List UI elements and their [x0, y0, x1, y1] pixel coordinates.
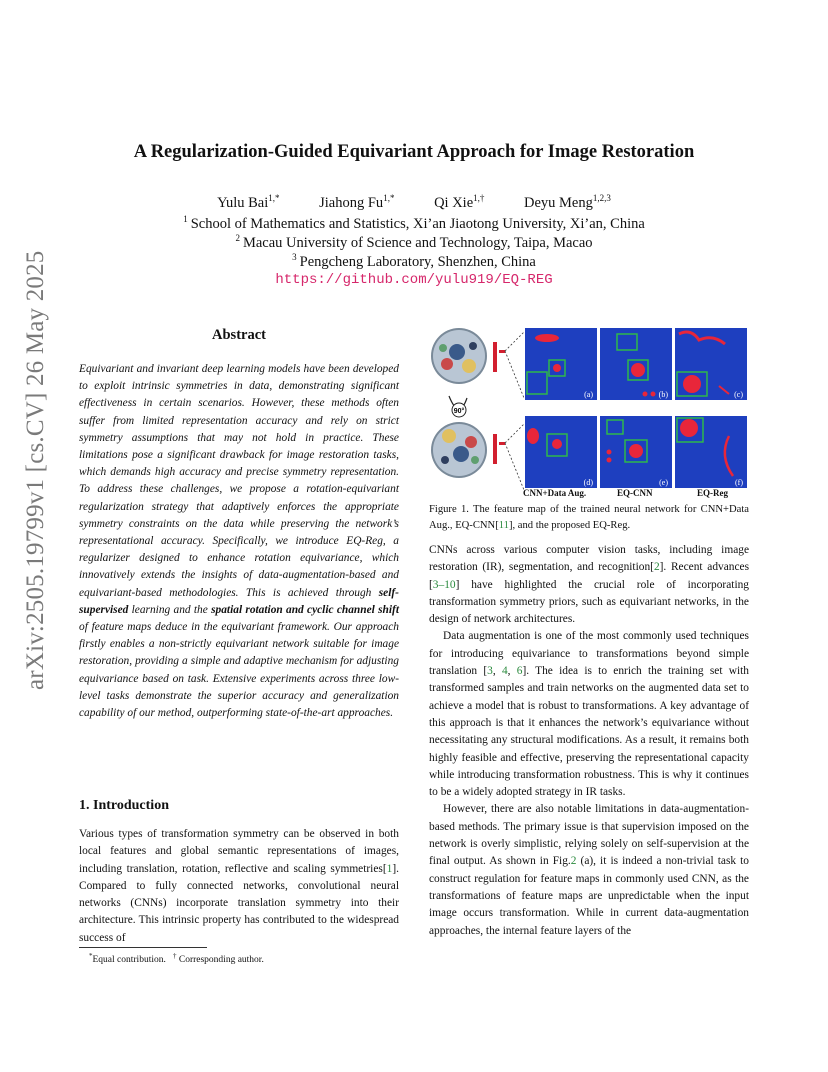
author-list: [0, 193, 828, 212]
input-image-top: [431, 328, 487, 384]
feature-map-a: [525, 328, 597, 400]
svg-text:(f): (f): [735, 478, 743, 487]
author: Jiahong $Fu^{1,*}$: [319, 193, 395, 211]
citation-link[interactable]: 11: [498, 519, 509, 531]
svg-text:(d): (d): [583, 478, 593, 487]
citation-link[interactable]: 6: [516, 665, 523, 678]
svg-text:(a): (a): [584, 390, 593, 399]
figure-caption: Figure 1. The feature map of the trained neural network for CNN+Data Aug., EQ-CNN[11], and the proposed EQ-Reg.: [429, 504, 749, 531]
code-link[interactable]: https://github.com/yulu919/EQ-REG: [275, 272, 553, 288]
input-image-bottom: [431, 422, 487, 478]
feature-map-e: [600, 416, 672, 488]
bold-phrase: spatial rotation and cyclic channel shift: [211, 603, 399, 616]
paper-title: A Regularization-Guided Equivariant Approach for Image Restoration: [133, 142, 695, 162]
feature-map-c: [675, 328, 747, 400]
affiliation: $^2$ Macau University of Science and Technology, Taipa, Macao: [235, 233, 593, 251]
rotation-arrow-icon: [449, 396, 467, 417]
section-heading-introduction: 1. Introduction: [79, 798, 169, 813]
intro-paragraph: Various types of transformation symmetry can be observed in both local features and global semantic representations of images, including translation, rotation, reflective and scaling symmetries[1]. Compared to fully connected networks, convolutional neural networks (CNNs) incorporate translation symmetry into their architecture. This intrinsic property has contributed to the widespread success of: [79, 828, 399, 944]
paragraph: However, there are also notable limitations in data-augmentation-based methods. The primary issue is that supervision imposed on the network is overly simplistic, relying solely on self-supervision at the final output. As shown in Fig.2 (a), it is indeed a non-trivial task to construct regulation for feature maps in commonly used CNN, as the transformations of feature maps are unpredictable when the input image occurs transformation. While in current data-augmentation approaches, the internal feature layers of the: [429, 803, 749, 937]
paragraph: CNNs across various computer vision tasks, including image restoration (IR), segmentation, and recognition[2]. Recent advances [3–10] have highlighted the crucial role of incorporating transformation symmetry priors, such as equivariant networks, in the design of network architectures.: [429, 544, 749, 626]
figure-1-feature-maps: [429, 326, 751, 498]
column-label: EQ-Reg: [697, 488, 728, 498]
column-label: EQ-CNN: [617, 488, 653, 498]
feature-map-b: [600, 328, 672, 400]
footnote: *Equal contribution. † Corresponding author.: [89, 952, 264, 966]
citation-link[interactable]: 2: [570, 855, 577, 868]
svg-text:(b): (b): [658, 390, 668, 399]
svg-text:(e): (e): [659, 478, 668, 487]
rotation-label: 90°: [453, 408, 465, 415]
network-block-icon: [493, 332, 524, 490]
author: Yulu Bai$^{1,*}$: [217, 193, 280, 211]
citation-link[interactable]: 3: [487, 665, 493, 678]
citation-link[interactable]: 3–10: [432, 578, 456, 591]
affiliation: $^3$ Pengcheng Laboratory, Shenzhen, China: [292, 252, 536, 270]
feature-map-d: [525, 416, 597, 488]
footnote-rule: [79, 947, 207, 948]
bold-phrase: self-supervised: [79, 586, 399, 616]
affiliation: $^1$ School of Mathematics and Statistics, Xi’an Jiaotong University, Xi’an, China: [183, 214, 645, 232]
abstract-heading: Abstract: [212, 327, 266, 343]
column-label: CNN+Data Aug.: [523, 488, 587, 498]
svg-text:(c): (c): [734, 390, 743, 399]
abstract-text: Equivariant and invariant deep learning models have been developed to exploit intrinsic symmetries in data, demonstrating significant effectiveness in certain scenarios. However, these methods often suffer from limited representation accuracy and rely on strict symmetry assumptions that may not hold in practice. These limitations pose a significant drawback for image restoration tasks, which demands high accuracy and precise symmetry representation. To address these challenges, we propose a rotation-equivariant regularization strategy that adaptively enforces the appropriate symmetry constraints on the data while preserving the network’s representational accuracy. Specifically, we introduce EQ-Reg, a regularizer designed to enhance rotation equivariance, which innovatively extends the insights of data-augmentation-based and equivariant-based methodologies. This is achieved through self-supervised learning and the spatial rotation and cyclic channel shift of feature maps deduce in the equivariant framework. Our approach firstly enables a non-strictly equivariant network suitable for image restoration, providing a simple and adaptive mechanism for adjusting equivariance based on task. Extensive experiments across three low-level tasks demonstrate the superior accuracy and generalization capability of our method, outperforming state-of-the-art approaches.: [79, 363, 399, 720]
feature-map-f: [675, 416, 747, 488]
citation-link[interactable]: 4: [501, 665, 508, 678]
right-column-text: [429, 542, 749, 940]
arxiv-side-stamp: arXiv:2505.19799v1 [cs.CV] 26 May 2025: [22, 250, 49, 690]
citation-link[interactable]: 2: [653, 561, 660, 574]
paragraph: Data augmentation is one of the most commonly used techniques for introducing equivariance to transformations beyond simple translation [3, 4, 6]. The idea is to enrich the training set with transformed samples and train networks on the augmented data set to achieve a model that is robust to transformations. A key advantage of this approach is that it enhances the network’s equivariance without necessitating any structural modifications. As a result, it remains both highly feasible and effective, preserving the representational capacity while introducing transformation robustness. This is why it continues to be a widely adopted strategy in IR tasks.: [429, 630, 749, 799]
author: Qi Xie$^{1,\dagger}$: [434, 193, 485, 211]
citation-link[interactable]: 1: [386, 862, 393, 875]
author: Deyu Meng$^{1,2,3}$: [524, 193, 611, 211]
